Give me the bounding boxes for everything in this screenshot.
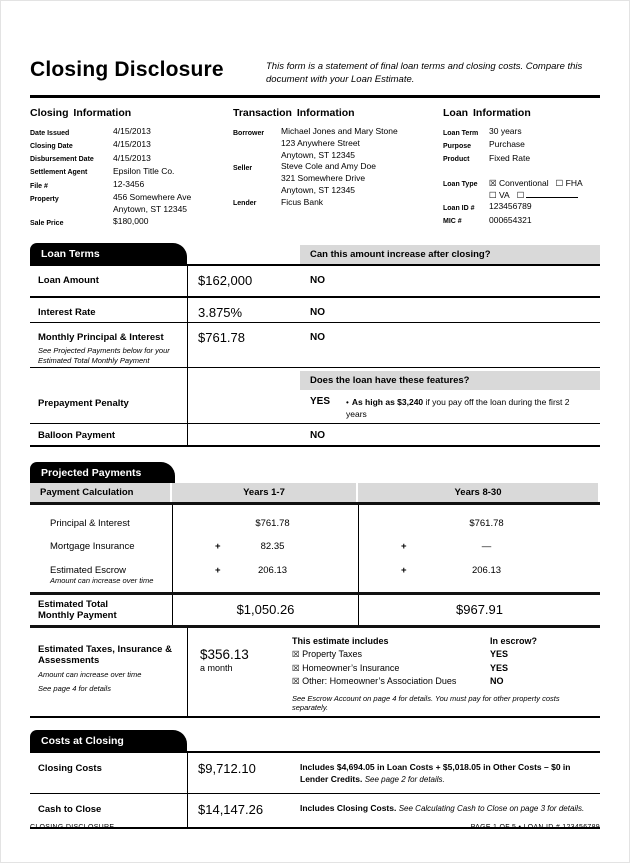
info-row-product: [443, 153, 600, 166]
info-row-property: [30, 192, 233, 216]
column-header: Payment Calculation: [30, 483, 170, 502]
cell-value: $761.78: [255, 518, 290, 530]
years-8-30-cell: [358, 535, 600, 559]
cell-value: $761.78: [469, 518, 504, 530]
item-text: Property Taxes: [302, 649, 363, 660]
option-label: Conventional: [499, 177, 549, 188]
option-label: VA: [499, 189, 510, 200]
address-line: Anytown, ST 12345: [113, 204, 188, 215]
info-row-loan-type: [443, 178, 600, 202]
years-8-30-cell: [358, 505, 600, 535]
field-value: $180,000: [113, 216, 149, 227]
row-label: [30, 595, 172, 625]
row-description: [300, 753, 600, 793]
row-label: [30, 323, 187, 367]
estimated-taxes-row: [30, 628, 600, 718]
info-row-seller: [233, 161, 443, 196]
column-header: Years 8-30: [358, 483, 598, 502]
field-label: Purpose: [443, 142, 472, 150]
features-header-row: [30, 368, 600, 389]
projected-payments-tab: Projected Payments: [30, 462, 175, 483]
amount: $356.13: [200, 647, 249, 663]
item-label: [292, 648, 490, 662]
row-label: Prepayment Penalty: [38, 398, 129, 410]
intro-text: This form is a statement of final loan terms and closing costs. Compare this document with your Loan Estimate.: [266, 61, 583, 85]
plus-sign: +: [215, 565, 221, 577]
field-label: Loan ID #: [443, 204, 475, 212]
row-description: [300, 794, 600, 827]
features-question-cell: [300, 368, 600, 390]
escrow-note: See Escrow Account on page 4 for details. You must pay for other property costs separately.: [292, 693, 560, 713]
page-header: [30, 0, 600, 98]
transaction-information-heading: Transaction Information: [233, 107, 355, 119]
row-sub-note: Amount can increase over time: [38, 670, 142, 680]
row-answer: [300, 389, 600, 423]
loan-information: [443, 107, 600, 229]
loan-type-option: [489, 190, 510, 202]
total-years-1-7: $1,050.26: [172, 595, 358, 625]
answer-word: YES: [310, 396, 331, 408]
field-label: MIC #: [443, 218, 462, 226]
years-8-30-cell: [358, 559, 600, 592]
empty-cell: [30, 368, 187, 390]
row-label: [30, 559, 172, 592]
plus-sign: +: [215, 541, 221, 553]
cell-value: —: [481, 541, 492, 553]
row-label: Interest Rate: [38, 307, 96, 319]
page-footer: [30, 824, 600, 831]
field-value: 4/15/2013: [113, 126, 151, 136]
column-header: Years 1-7: [172, 483, 356, 502]
field-label: Borrower: [233, 129, 265, 137]
loan-amount-row: [30, 266, 600, 298]
info-row-loan-id: [443, 201, 600, 214]
includes-heading: This estimate includes: [292, 636, 389, 647]
address-line: Michael Jones and Mary Stone: [281, 126, 398, 136]
estimated-escrow-row: [30, 559, 600, 592]
label-line: Estimated Total: [38, 599, 109, 611]
field-value: 30 years: [489, 126, 522, 136]
prepayment-penalty-row: [30, 389, 600, 424]
info-row-lender: [233, 197, 443, 210]
costs-at-closing-body: [30, 751, 600, 829]
field-value: 123456789: [489, 201, 532, 212]
projected-payments-table: [30, 462, 600, 718]
info-row-loan-term: [443, 126, 600, 139]
info-row-purpose: [443, 139, 600, 152]
taxes-amount-cell: [187, 628, 292, 716]
blank-line: [526, 190, 578, 198]
field-value: [113, 192, 191, 216]
loan-type-option: [556, 178, 583, 190]
row-label: Loan Amount: [38, 275, 99, 287]
row-amount: $9,712.10: [187, 753, 300, 793]
costs-at-closing-table: [30, 730, 600, 829]
field-label: Date Issued: [30, 129, 70, 137]
address-line: 456 Somewhere Ave: [113, 192, 192, 203]
amount-period: a month: [200, 663, 233, 674]
field-label: File #: [30, 182, 48, 190]
page-title: Closing Disclosure: [30, 58, 224, 81]
description-text: Includes Closing Costs.: [300, 803, 399, 814]
address-line: 123 Anywhere Street: [281, 137, 360, 148]
row-label: Balloon Payment: [38, 430, 116, 442]
field-label: Closing Date: [30, 142, 73, 150]
empty-cell: [187, 389, 300, 423]
includes-item: [292, 675, 600, 689]
loan-information-heading: Loan Information: [443, 107, 531, 119]
row-sub-note: See page 4 for details: [38, 684, 111, 694]
checkbox-checked-icon: ☒: [292, 676, 300, 687]
address-line: Anytown, ST 12345: [281, 184, 356, 195]
includes-header: [292, 635, 600, 648]
row-label-text: Estimated Escrow: [50, 565, 127, 577]
field-label: Disbursement Date: [30, 156, 94, 164]
loan-type-option: [489, 178, 549, 190]
field-label: Loan Term: [443, 129, 479, 137]
item-text: Homeowner’s Insurance: [302, 662, 400, 673]
payment-calculation-header: [30, 483, 600, 505]
costs-at-closing-header: [30, 730, 600, 751]
increase-question-bar: Can this amount increase after closing?: [300, 245, 600, 264]
field-label: Lender: [233, 200, 257, 208]
checkbox-checked-icon: ☒: [292, 662, 300, 673]
years-1-7-cell: [172, 535, 358, 559]
description-reference: See Calculating Cash to Close on page 3 for details.: [398, 804, 585, 814]
item-label: [292, 662, 490, 676]
field-label: Loan Type: [443, 181, 478, 189]
empty-cell: [187, 368, 300, 390]
field-value: [281, 126, 398, 161]
detail-bold: As high as $3,240: [351, 397, 424, 408]
field-label: Seller: [233, 164, 253, 172]
address-line: Anytown, ST 12345: [281, 149, 356, 160]
info-row-disbursement-date: [30, 153, 233, 166]
cell-value: 206.13: [471, 565, 502, 577]
closing-costs-row: [30, 753, 600, 794]
interest-rate-row: [30, 298, 600, 323]
plus-sign: +: [401, 565, 407, 577]
row-label: Closing Costs: [38, 763, 102, 775]
description-reference: See page 2 for details.: [364, 774, 445, 784]
closing-information-heading: Closing Information: [30, 107, 132, 119]
projected-payments-header: [30, 462, 600, 483]
field-value: Ficus Bank: [281, 196, 324, 207]
row-answer: NO: [310, 430, 325, 442]
field-value: Purchase: [489, 139, 525, 150]
row-value: 3.875%: [187, 298, 300, 322]
address-line: 321 Somewhere Drive: [281, 173, 366, 184]
estimated-total-row: [30, 592, 600, 628]
row-answer: NO: [310, 307, 325, 319]
loan-terms-body: [30, 264, 600, 447]
row-amount: $14,147.26: [187, 794, 300, 827]
cash-to-close-row: [30, 794, 600, 827]
info-row-date-issued: [30, 126, 233, 139]
total-years-8-30: $967.91: [358, 595, 600, 625]
features-question-bar: Does the loan have these features?: [300, 371, 600, 390]
field-value: 4/15/2013: [113, 152, 151, 163]
mortgage-insurance-row: [30, 535, 600, 559]
row-answer: NO: [310, 275, 325, 287]
loan-terms-table: [30, 243, 600, 447]
footer-document-name: CLOSING DISCLOSURE: [30, 824, 115, 831]
transaction-information: [233, 107, 443, 229]
field-value: 12-3456: [113, 179, 145, 190]
item-escrow: YES: [490, 649, 509, 660]
checkbox-checked-icon: ☒: [292, 649, 300, 660]
includes-item: [292, 648, 600, 662]
field-value: [281, 161, 376, 196]
row-value: $162,000: [187, 266, 300, 296]
info-row-file-number: [30, 179, 233, 192]
monthly-pi-row: [30, 323, 600, 368]
row-label: Mortgage Insurance: [50, 541, 135, 553]
costs-at-closing-tab: Costs at Closing: [30, 730, 187, 751]
years-1-7-cell: [172, 559, 358, 592]
label-line: Monthly Payment: [38, 610, 117, 622]
closing-information: [30, 107, 233, 229]
checkbox-unchecked-icon: ☐: [516, 189, 525, 200]
item-escrow: YES: [490, 662, 509, 673]
years-1-7-cell: [172, 505, 358, 535]
item-escrow: NO: [490, 676, 504, 687]
checkbox-checked-icon: ☒: [489, 177, 497, 188]
field-value: 4/15/2013: [113, 139, 151, 150]
loan-type-options: [489, 178, 599, 202]
field-label: Property: [30, 195, 59, 203]
checkbox-unchecked-icon: ☐: [489, 189, 497, 200]
loan-terms-tab: Loan Terms: [30, 243, 187, 264]
row-label-text: Monthly Principal & Interest: [38, 332, 164, 344]
field-value: 000654321: [489, 214, 532, 225]
field-label: Product: [443, 156, 470, 164]
cell-value: 206.13: [257, 565, 288, 577]
plus-sign: +: [401, 541, 407, 553]
field-label: Settlement Agent: [30, 169, 88, 177]
info-row-borrower: [233, 126, 443, 161]
checkbox-unchecked-icon: ☐: [555, 177, 564, 188]
item-text: Other: Homeowner’s Association Dues: [302, 676, 457, 687]
row-label: Cash to Close: [38, 804, 102, 816]
field-label: Sale Price: [30, 219, 64, 227]
balloon-payment-row: [30, 424, 600, 445]
empty-cell: [187, 424, 300, 445]
item-label: [292, 675, 490, 689]
info-section: [30, 98, 600, 229]
footer-page-info: PAGE 1 OF 5 • LOAN ID # 123456789: [470, 824, 600, 831]
loan-terms-header: [30, 243, 600, 264]
bullet-icon: •: [346, 398, 349, 408]
row-label: Principal & Interest: [50, 518, 130, 530]
field-value: Epsilon Title Co.: [113, 165, 175, 176]
row-label: Estimated Taxes, Insurance & Assessments: [38, 644, 172, 667]
row-sub-note: Amount can increase over time: [50, 576, 154, 586]
includes-item: [292, 662, 600, 676]
row-answer: NO: [310, 332, 325, 344]
principal-interest-row: [30, 505, 600, 535]
field-value: Fixed Rate: [489, 152, 531, 163]
escrow-heading: In escrow?: [490, 636, 538, 647]
loan-type-option-other: [517, 190, 579, 202]
cell-value: 82.35: [260, 541, 285, 553]
detail-rest: if you pay off the loan during the first 2 years: [346, 397, 570, 419]
info-row-closing-date: [30, 139, 233, 152]
taxes-label-cell: [30, 628, 187, 716]
option-label: FHA: [565, 177, 583, 188]
address-line: Steve Cole and Amy Doe: [281, 161, 376, 172]
taxes-includes-cell: [292, 628, 600, 716]
description-text: Includes $4,694.05 in Loan Costs + $5,018.05 in Other Costs – $0 in Lender Credits.: [300, 762, 571, 784]
info-row-settlement-agent: [30, 166, 233, 179]
info-row-sale-price: [30, 216, 233, 229]
info-row-mic: [443, 215, 600, 228]
answer-detail: [346, 396, 586, 423]
row-value: $761.78: [187, 323, 300, 367]
row-note: See Projected Payments below for your Estimated Total Monthly Payment: [38, 346, 170, 365]
